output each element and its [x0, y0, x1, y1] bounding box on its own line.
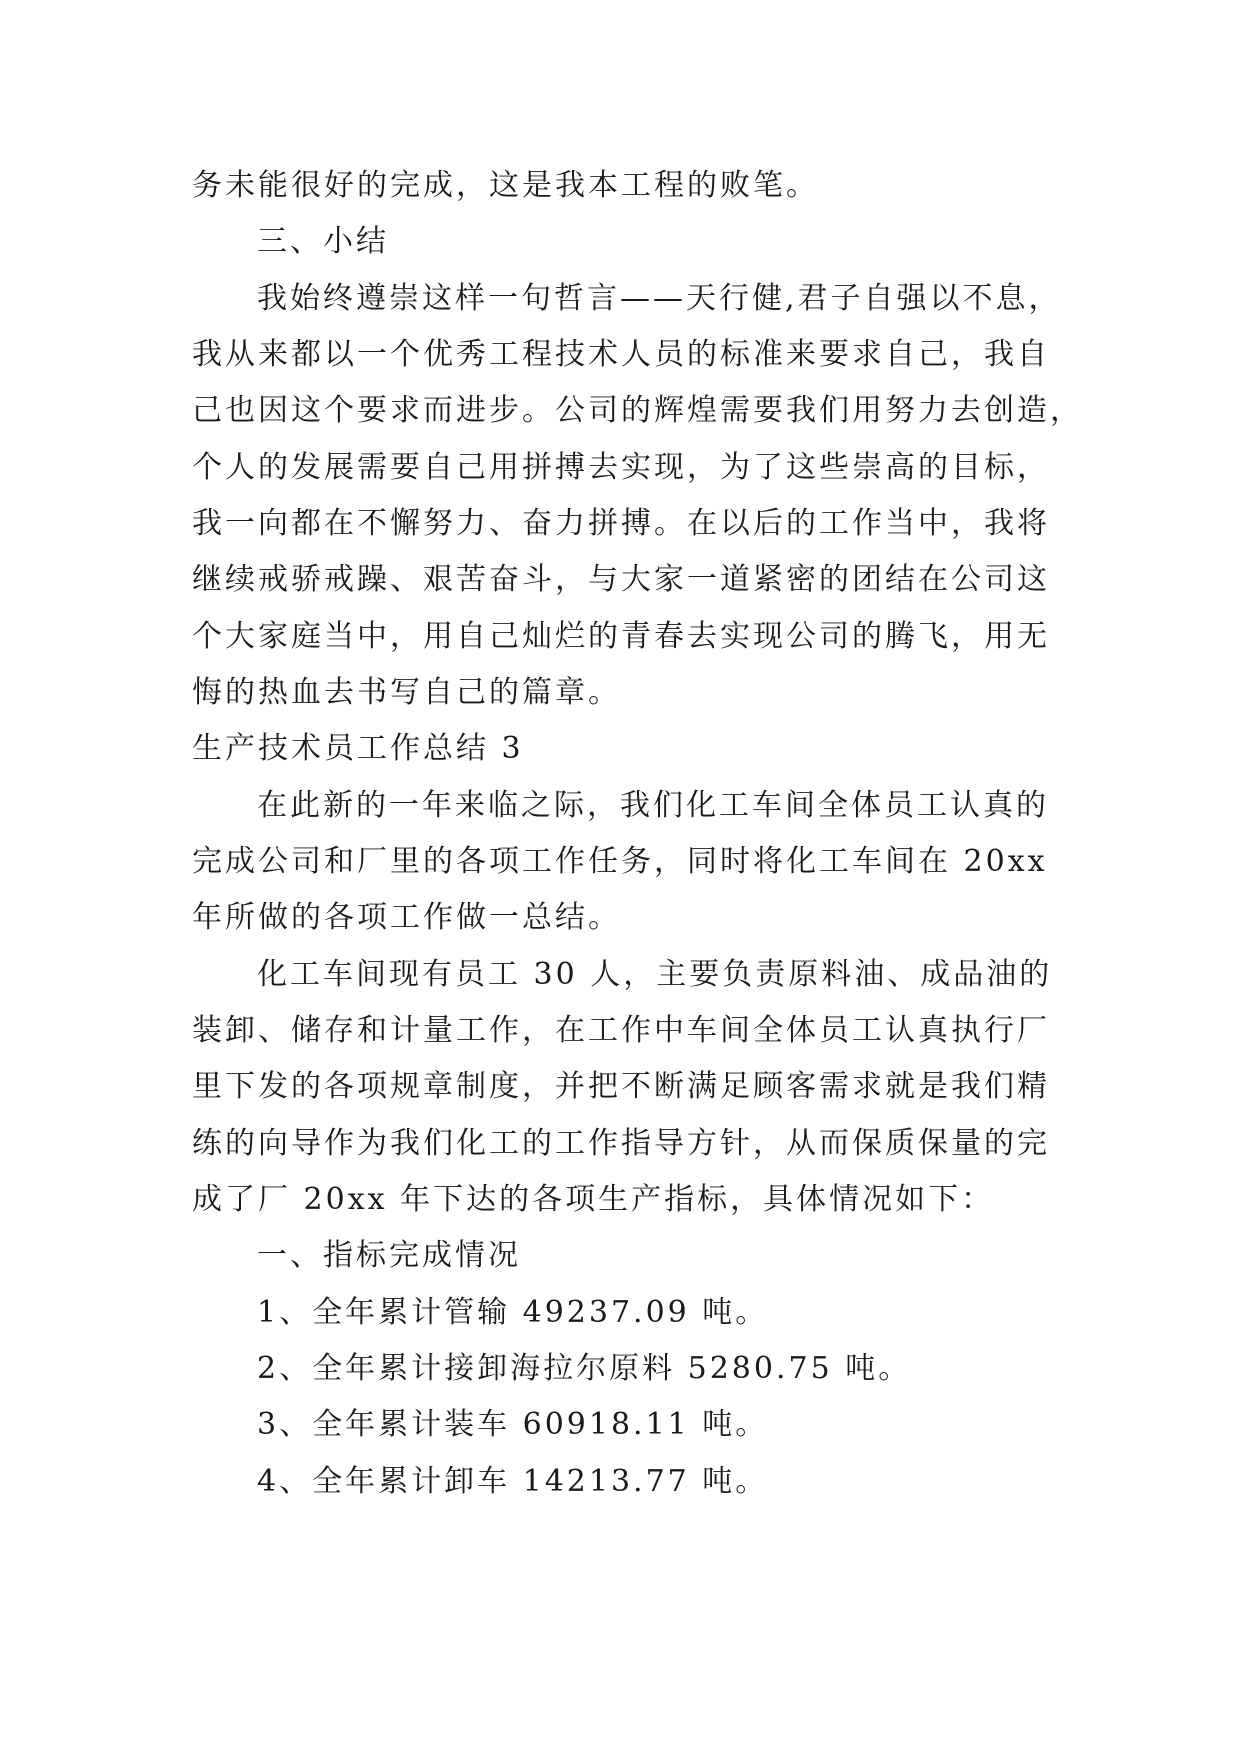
paragraph-line: 成了厂 20xx 年下达的各项生产指标，具体情况如下：	[192, 1182, 995, 1217]
paragraph-line: 我一向都在不懈努力、奋力拼搏。在以后的工作当中，我将	[192, 506, 1050, 541]
paragraph-line: 务未能很好的完成，这是我本工程的败笔。	[192, 168, 819, 203]
paragraph-line: 化工车间现有员工 30 人，主要负责原料油、成品油的	[257, 957, 1053, 992]
list-item: 3、全年累计装车 60918.11 吨。	[257, 1407, 769, 1442]
list-item: 2、全年累计接卸海拉尔原料 5280.75 吨。	[257, 1351, 912, 1386]
paragraph-line: 个人的发展需要自己用拼搏去实现，为了这些崇高的目标，	[192, 450, 1050, 485]
paragraph-line: 练的向导作为我们化工的工作指导方针，从而保质保量的完	[192, 1126, 1050, 1161]
list-item: 1、全年累计管输 49237.09 吨。	[257, 1295, 769, 1330]
document-title: 生产技术员工作总结 3	[192, 731, 524, 766]
paragraph-line: 里下发的各项规章制度，并把不断满足顾客需求就是我们精	[192, 1069, 1050, 1104]
paragraph-line: 在此新的一年来临之际，我们化工车间全体员工认真的	[257, 788, 1049, 823]
paragraph-line: 悔的热血去书写自己的篇章。	[192, 675, 621, 710]
paragraph-line: 年所做的各项工作做一总结。	[192, 900, 621, 935]
section-heading: 三、小结	[257, 224, 389, 259]
paragraph-line: 个大家庭当中，用自己灿烂的青春去实现公司的腾飞，用无	[192, 619, 1050, 654]
paragraph-line: 我从来都以一个优秀工程技术人员的标准来要求自己，我自	[192, 337, 1050, 372]
paragraph-line: 己也因这个要求而进步。公司的辉煌需要我们用努力去创造，	[192, 393, 1083, 428]
paragraph-line: 完成公司和厂里的各项工作任务，同时将化工车间在 20xx	[192, 844, 1048, 879]
paragraph-line: 装卸、储存和计量工作，在工作中车间全体员工认真执行厂	[192, 1013, 1050, 1048]
paragraph-line: 我始终遵崇这样一句哲言——天行健,君子自强以不息，	[257, 281, 1062, 316]
paragraph-line: 继续戒骄戒躁、艰苦奋斗，与大家一道紧密的团结在公司这	[192, 562, 1050, 597]
list-item: 4、全年累计卸车 14213.77 吨。	[257, 1464, 769, 1499]
section-heading: 一、指标完成情况	[257, 1238, 521, 1273]
